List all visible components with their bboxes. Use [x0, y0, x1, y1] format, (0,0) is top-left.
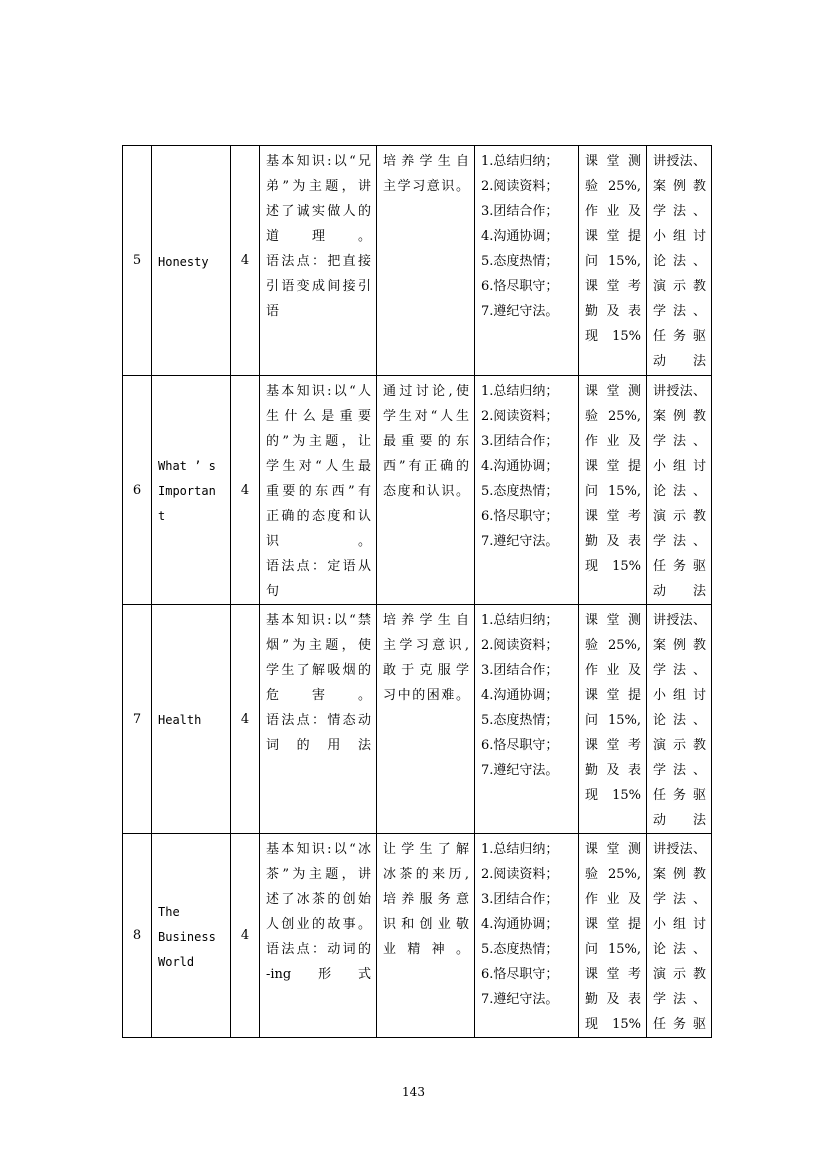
- quality-goals-cell-line: 2.阅读资料；: [481, 638, 559, 653]
- quality-goals-cell-line: 7.遵纪守法。: [481, 992, 559, 1007]
- table-row: [123, 146, 712, 376]
- assessment-cell-line: 现15%: [585, 788, 641, 803]
- knowledge-content-cell-line: 引语变成间接引: [266, 279, 371, 294]
- teaching-methods-cell: [647, 146, 712, 376]
- assessment-cell-line: 作业及: [585, 663, 641, 678]
- teaching-methods-cell-line: 演示教: [653, 738, 706, 753]
- knowledge-content-cell-line: 语法点：情态动: [266, 713, 371, 728]
- teaching-goals-cell-line: 学生对“人生: [383, 409, 469, 424]
- assessment-cell-line: 课堂考: [585, 967, 641, 982]
- knowledge-content-cell-line: 语法点：定语从: [266, 559, 371, 574]
- assessment-cell: [579, 146, 647, 376]
- teaching-methods-cell-line: 学法、: [653, 663, 706, 678]
- quality-goals-cell-line: 4.沟通协调；: [481, 229, 559, 244]
- teaching-goals-cell-line: 培养学生自: [383, 613, 469, 628]
- knowledge-content-cell-line: 语法点：动词的: [266, 942, 371, 957]
- teaching-goals-cell-line: 识和创业敬: [383, 917, 469, 932]
- teaching-methods-cell-line: 学法、: [653, 892, 706, 907]
- knowledge-content-cell-line: 语: [266, 304, 280, 319]
- teaching-goals-cell: [377, 146, 475, 376]
- class-hours-cell: 4: [231, 834, 260, 1038]
- assessment-cell-line: 课堂提: [585, 688, 641, 703]
- teaching-methods-cell-line: 任务驱: [653, 329, 706, 344]
- assessment-cell-line: 验25%,: [585, 409, 641, 424]
- teaching-methods-cell-line: 学法、: [653, 434, 706, 449]
- unit-number-cell: 6: [123, 376, 152, 605]
- assessment-cell-line: 课堂考: [585, 738, 641, 753]
- teaching-goals-cell-line: 敢于克服学: [383, 663, 469, 678]
- teaching-methods-cell-line: 学法、: [653, 992, 706, 1007]
- unit-title-cell-line: What ’ s: [158, 459, 216, 473]
- knowledge-content-cell: [260, 834, 377, 1038]
- teaching-methods-cell-line: 讲授法、: [653, 384, 706, 399]
- quality-goals-cell: [475, 834, 579, 1038]
- assessment-cell-line: 课堂提: [585, 459, 641, 474]
- knowledge-content-cell-line: 茶”为主题，讲: [266, 867, 371, 882]
- teaching-methods-cell-line: 小组讨: [653, 917, 706, 932]
- quality-goals-cell: [475, 146, 579, 376]
- teaching-methods-cell-line: 论法、: [653, 484, 706, 499]
- teaching-methods-cell-line: 案例教: [653, 867, 706, 882]
- quality-goals-cell-line: 4.沟通协调；: [481, 688, 559, 703]
- assessment-cell-line: 现15%: [585, 329, 641, 344]
- unit-title-cell-line: Importan: [158, 484, 216, 498]
- knowledge-content-cell-line: 识。: [266, 534, 371, 549]
- unit-title-cell: [152, 376, 231, 605]
- quality-goals-cell-line: 7.遵纪守法。: [481, 763, 559, 778]
- quality-goals-cell-line: 2.阅读资料；: [481, 409, 559, 424]
- knowledge-content-cell-line: 词的用法: [266, 738, 371, 753]
- assessment-cell: [579, 605, 647, 834]
- quality-goals-cell-line: 6.恪尽职守；: [481, 509, 559, 524]
- quality-goals-cell-line: 2.阅读资料；: [481, 179, 559, 194]
- teaching-methods-cell-line: 案例教: [653, 638, 706, 653]
- table-row: [123, 376, 712, 605]
- knowledge-content-cell-line: 基本知识:以“人: [266, 384, 371, 399]
- assessment-cell-line: 勤及表: [585, 304, 641, 319]
- quality-goals-cell-line: 1.总结归纳；: [481, 384, 559, 399]
- teaching-goals-cell-line: 态度和认识。: [383, 484, 469, 499]
- teaching-methods-cell-line: 小组讨: [653, 229, 706, 244]
- quality-goals-cell-line: 5.态度热情；: [481, 942, 559, 957]
- knowledge-content-cell-line: 的”为主题，让: [266, 434, 371, 449]
- knowledge-content-cell-line: -ing形式: [266, 967, 371, 982]
- teaching-goals-cell-line: 最重要的东: [383, 434, 469, 449]
- knowledge-content-cell-line: 学生了解吸烟的: [266, 663, 371, 678]
- assessment-cell-line: 课堂测: [585, 384, 641, 399]
- quality-goals-cell-line: 5.态度热情；: [481, 484, 559, 499]
- assessment-cell-line: 课堂测: [585, 154, 641, 169]
- quality-goals-cell-line: 6.恪尽职守；: [481, 279, 559, 294]
- class-hours-cell: 4: [231, 376, 260, 605]
- knowledge-content-cell-line: 基本知识:以“禁: [266, 613, 371, 628]
- unit-title-cell-line: World: [158, 954, 195, 969]
- assessment-cell-line: 现15%: [585, 559, 641, 574]
- unit-title-cell-line: Business: [158, 929, 216, 944]
- unit-title-cell: [152, 146, 231, 376]
- teaching-methods-cell-line: 演示教: [653, 279, 706, 294]
- assessment-cell-line: 作业及: [585, 434, 641, 449]
- quality-goals-cell-line: 4.沟通协调；: [481, 459, 559, 474]
- teaching-methods-cell-line: 讲授法、: [653, 154, 706, 169]
- knowledge-content-cell-line: 学生对“人生最: [266, 459, 371, 474]
- knowledge-content-cell-line: 基本知识:以“兄: [266, 154, 371, 169]
- assessment-cell-line: 问15%,: [585, 254, 641, 269]
- knowledge-content-cell-line: 生什么是重要: [266, 409, 371, 424]
- quality-goals-cell-line: 5.态度热情；: [481, 254, 559, 269]
- assessment-cell: [579, 376, 647, 605]
- teaching-goals-cell-line: 培养服务意: [383, 892, 469, 907]
- knowledge-content-cell: [260, 146, 377, 376]
- teaching-goals-cell-line: 让学生了解: [383, 842, 469, 857]
- assessment-cell-line: 作业及: [585, 892, 641, 907]
- unit-title-cell: [152, 605, 231, 834]
- page-number: 143: [402, 1085, 425, 1099]
- teaching-methods-cell-line: 学法、: [653, 763, 706, 778]
- class-hours-cell: 4: [231, 146, 260, 376]
- course-syllabus-table: [122, 145, 712, 1038]
- teaching-goals-cell-line: 西”有正确的: [383, 459, 469, 474]
- knowledge-content-cell: [260, 605, 377, 834]
- assessment-cell-line: 验25%,: [585, 179, 641, 194]
- quality-goals-cell-line: 4.沟通协调；: [481, 917, 559, 932]
- teaching-methods-cell-line: 学法、: [653, 304, 706, 319]
- unit-number-cell: 8: [123, 834, 152, 1038]
- knowledge-content-cell-line: 重要的东西”有: [266, 484, 371, 499]
- quality-goals-cell-line: 1.总结归纳；: [481, 154, 559, 169]
- knowledge-content-cell-line: 语法点：把直接: [266, 254, 371, 269]
- unit-title-cell: [152, 834, 231, 1038]
- unit-title-cell-line: t: [158, 509, 166, 523]
- teaching-methods-cell-line: 论法、: [653, 942, 706, 957]
- teaching-methods-cell-line: 学法、: [653, 204, 706, 219]
- teaching-methods-cell-line: 案例教: [653, 409, 706, 424]
- teaching-methods-cell-line: 任务驱: [653, 1017, 706, 1032]
- teaching-goals-cell-line: 培养学生自: [383, 154, 469, 169]
- knowledge-content-cell-line: 弟”为主题，讲: [266, 179, 371, 194]
- assessment-cell-line: 勤及表: [585, 763, 641, 778]
- quality-goals-cell-line: 3.团结合作；: [481, 434, 559, 449]
- unit-title-cell-line: The: [158, 904, 180, 919]
- teaching-methods-cell: [647, 834, 712, 1038]
- teaching-methods-cell: [647, 376, 712, 605]
- table-row: [123, 834, 712, 1038]
- teaching-methods-cell-line: 小组讨: [653, 688, 706, 703]
- quality-goals-cell-line: 5.态度热情；: [481, 713, 559, 728]
- teaching-methods-cell-line: 动法: [653, 584, 706, 599]
- class-hours-cell: 4: [231, 605, 260, 834]
- quality-goals-cell-line: 3.团结合作；: [481, 892, 559, 907]
- quality-goals-cell-line: 7.遵纪守法。: [481, 534, 559, 549]
- teaching-methods-cell-line: 演示教: [653, 967, 706, 982]
- assessment-cell-line: 问15%,: [585, 484, 641, 499]
- teaching-methods-cell: [647, 605, 712, 834]
- teaching-goals-cell-line: 习中的困难。: [383, 688, 469, 703]
- teaching-methods-cell-line: 论法、: [653, 713, 706, 728]
- assessment-cell-line: 课堂测: [585, 613, 641, 628]
- unit-title-cell-line: Honesty: [158, 254, 209, 269]
- assessment-cell-line: 问15%,: [585, 942, 641, 957]
- assessment-cell-line: 勤及表: [585, 534, 641, 549]
- teaching-goals-cell-line: 主学习意识,: [383, 638, 469, 653]
- teaching-goals-cell-line: 业精神。: [383, 942, 469, 957]
- teaching-goals-cell: [377, 376, 475, 605]
- quality-goals-cell-line: 3.团结合作；: [481, 204, 559, 219]
- teaching-goals-cell-line: 通过讨论,使: [383, 384, 469, 399]
- quality-goals-cell-line: 1.总结归纳；: [481, 613, 559, 628]
- assessment-cell: [579, 834, 647, 1038]
- assessment-cell-line: 课堂考: [585, 279, 641, 294]
- teaching-methods-cell-line: 小组讨: [653, 459, 706, 474]
- knowledge-content-cell-line: 危害。: [266, 688, 371, 703]
- quality-goals-cell-line: 6.恪尽职守；: [481, 738, 559, 753]
- unit-number-cell: 5: [123, 146, 152, 376]
- teaching-methods-cell-line: 案例教: [653, 179, 706, 194]
- table-row: [123, 605, 712, 834]
- knowledge-content-cell-line: 基本知识:以“冰: [266, 842, 371, 857]
- teaching-methods-cell-line: 讲授法、: [653, 842, 706, 857]
- knowledge-content-cell-line: 句: [266, 584, 280, 599]
- unit-title-cell-line: Health: [158, 713, 202, 727]
- table-body: [123, 146, 712, 1038]
- assessment-cell-line: 验25%,: [585, 638, 641, 653]
- assessment-cell-line: 勤及表: [585, 992, 641, 1007]
- quality-goals-cell-line: 6.恪尽职守；: [481, 967, 559, 982]
- teaching-goals-cell: [377, 605, 475, 834]
- knowledge-content-cell-line: 述了诚实做人的: [266, 204, 371, 219]
- assessment-cell-line: 课堂提: [585, 917, 641, 932]
- knowledge-content-cell: [260, 376, 377, 605]
- quality-goals-cell-line: 7.遵纪守法。: [481, 304, 559, 319]
- teaching-goals-cell-line: 冰茶的来历,: [383, 867, 469, 882]
- teaching-methods-cell-line: 论法、: [653, 254, 706, 269]
- quality-goals-cell: [475, 605, 579, 834]
- assessment-cell-line: 作业及: [585, 204, 641, 219]
- teaching-methods-cell-line: 任务驱: [653, 788, 706, 803]
- quality-goals-cell-line: 2.阅读资料；: [481, 867, 559, 882]
- teaching-methods-cell-line: 任务驱: [653, 559, 706, 574]
- unit-number-cell: 7: [123, 605, 152, 834]
- teaching-methods-cell-line: 讲授法、: [653, 613, 706, 628]
- assessment-cell-line: 课堂测: [585, 842, 641, 857]
- teaching-methods-cell-line: 演示教: [653, 509, 706, 524]
- teaching-goals-cell-line: 主学习意识。: [383, 179, 469, 194]
- teaching-methods-cell-line: 学法、: [653, 534, 706, 549]
- knowledge-content-cell-line: 正确的态度和认: [266, 509, 371, 524]
- knowledge-content-cell-line: 道理。: [266, 229, 371, 244]
- teaching-methods-cell-line: 动法: [653, 354, 706, 369]
- knowledge-content-cell-line: 述了冰茶的创始: [266, 892, 371, 907]
- assessment-cell-line: 验25%,: [585, 867, 641, 882]
- assessment-cell-line: 问15%,: [585, 713, 641, 728]
- quality-goals-cell-line: 3.团结合作；: [481, 663, 559, 678]
- assessment-cell-line: 课堂提: [585, 229, 641, 244]
- teaching-methods-cell-line: 动法: [653, 813, 706, 828]
- quality-goals-cell: [475, 376, 579, 605]
- teaching-goals-cell: [377, 834, 475, 1038]
- knowledge-content-cell-line: 烟”为主题，使: [266, 638, 371, 653]
- knowledge-content-cell-line: 人创业的故事。: [266, 917, 371, 932]
- assessment-cell-line: 课堂考: [585, 509, 641, 524]
- quality-goals-cell-line: 1.总结归纳；: [481, 842, 559, 857]
- assessment-cell-line: 现15%: [585, 1017, 641, 1032]
